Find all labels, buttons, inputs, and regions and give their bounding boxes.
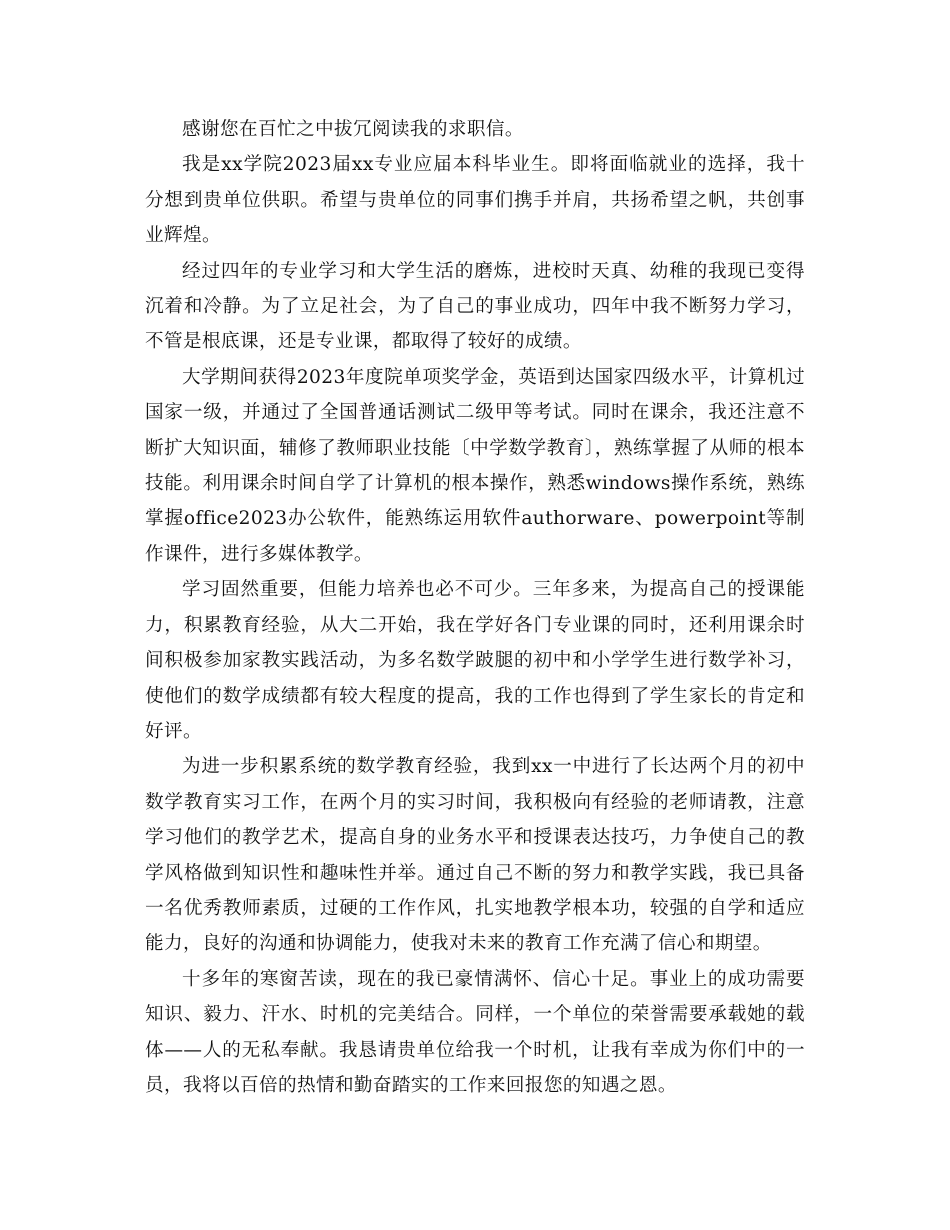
letter-body [145,112,805,1103]
paragraph-thanks: 感谢您在百忙之中拔冗阅读我的求职信。 [182,119,524,140]
paragraph-closing: 十多年的寒窗苦读，现在的我已豪情满怀、信心十足。事业上的成功需要知识、毅力、汗水、时机的完美结合。同样，一个单位的荣誉需要承载她的载体——人的无私奉献。我恳请贵单位给我一个时机，让我有幸成为你们中的一员，我将以百倍的热情和勤奋踏实的工作来回报您的知遇之恩。 [145,968,805,1096]
paragraph-tutoring: 学习固然重要，但能力培养也必不可少。三年多来，为提高自己的授课能力，积累教育经验，从大二开始，我在学好各门专业课的同时，还利用课余时间积极参加家教实践活动，为多名数学跛腿的初中和小学学生进行数学补习，使他们的数学成绩都有较大程度的提高，我的工作也得到了学生家长的肯定和好评。 [145,579,805,742]
paragraph-introduction: 我是xx学院2023届xx专业应届本科毕业生。即将面临就业的选择，我十分想到贵单位供职。希望与贵单位的同事们携手并肩，共扬希望之帆，共创事业辉煌。 [145,154,805,247]
paragraph-internship: 为进一步积累系统的数学教育经验，我到xx一中进行了长达两个月的初中数学教育实习工作，在两个月的实习时间，我积极向有经验的老师请教，注意学习他们的教学艺术，提高自身的业务水平和授课表达技巧，力争使自己的教学风格做到知识性和趣味性并举。通过自己不断的努力和教学实践，我已具备一名优秀教师素质，过硬的工作作风，扎实地教学根本功，较强的自学和适应能力，良好的沟通和协调能力，使我对未来的教育工作充满了信心和期望。 [145,756,805,955]
paragraph-achievements: 大学期间获得2023年度院单项奖学金，英语到达国家四级水平，计算机过国家一级，并通过了全国普通话测试二级甲等考试。同时在课余，我还注意不断扩大知识面，辅修了教师职业技能〔中学数学教育〕，熟练掌握了从师的根本技能。利用课余时间自学了计算机的根本操作，熟悉windows操作系统，熟练掌握office2023办公软件，能熟练运用软件authorware、powerpoint等制作课件，进行多媒体教学。 [145,366,805,565]
paragraph-study-experience: 经过四年的专业学习和大学生活的磨炼，进校时天真、幼稚的我现已变得沉着和冷静。为了立足社会，为了自己的事业成功，四年中我不断努力学习，不管是根底课，还是专业课，都取得了较好的成绩。 [145,260,805,353]
